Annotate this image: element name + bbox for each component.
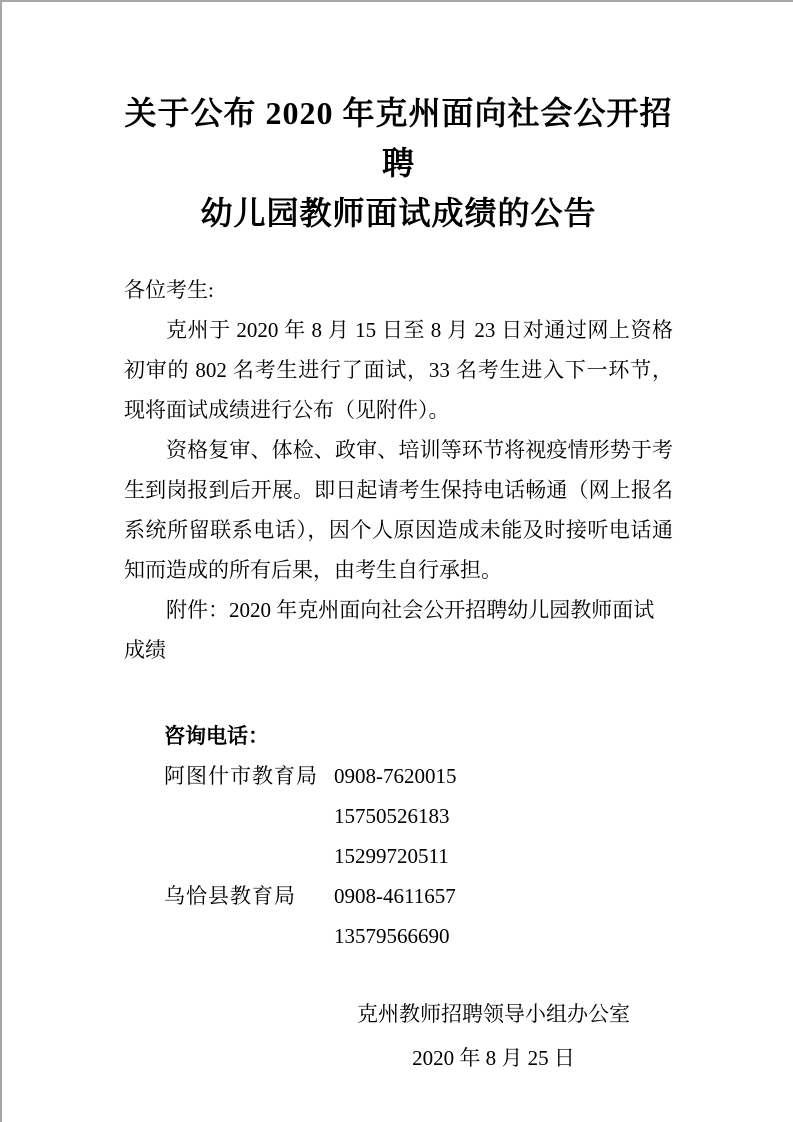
- signature-date: 2020 年 8 月 25 日: [412, 1046, 575, 1070]
- title-line-2: 幼儿园教师面试成绩的公告: [200, 195, 597, 231]
- contact-section: [164, 716, 673, 956]
- phone-number: 15750526183: [334, 804, 450, 828]
- title-line-1: 关于公布 2020 年克州面向社会公开招聘: [124, 95, 673, 181]
- signature-organization: 克州教师招聘领导小组办公室: [357, 1002, 630, 1026]
- document-title: [124, 88, 673, 238]
- phone-number: 13579566690: [334, 924, 450, 948]
- contact-heading: 咨询电话：: [164, 724, 269, 748]
- paragraph-next-steps: 资格复审、体检、政审、培训等环节将视疫情形势于考生到岗报到后开展。即日起请考生保持电话畅通（网上报名系统所留联系电话），因个人原因造成未能及时接听电话通知而造成的所有后果，由考生自行承担。: [124, 438, 673, 582]
- phone-number: 0908-4611657: [334, 884, 456, 908]
- phone-number: 0908-7620015: [334, 764, 457, 788]
- phone-number: 15299720511: [334, 844, 449, 868]
- signature-block: [357, 992, 630, 1080]
- contact-row-wuqia: [164, 876, 673, 956]
- document-body: [124, 270, 673, 670]
- paragraph-interview-results: 克州于 2020 年 8 月 15 日至 8 月 23 日对通过网上资格初审的 802 名考生进行了面试，33 名考生进入下一环节，现将面试成绩进行公布（见附件）。: [124, 318, 673, 422]
- salutation: 各位考生:: [124, 278, 214, 302]
- contact-label-atushi: 阿图什市教育局: [164, 764, 318, 788]
- attachment-line: 附件：2020 年克州面向社会公开招聘幼儿园教师面试成绩: [124, 598, 655, 662]
- contact-label-wuqia: 乌恰县教育局: [164, 884, 296, 908]
- contact-phones-atushi: [334, 756, 673, 876]
- contact-row-atushi: [164, 756, 673, 876]
- contact-phones-wuqia: [334, 876, 673, 956]
